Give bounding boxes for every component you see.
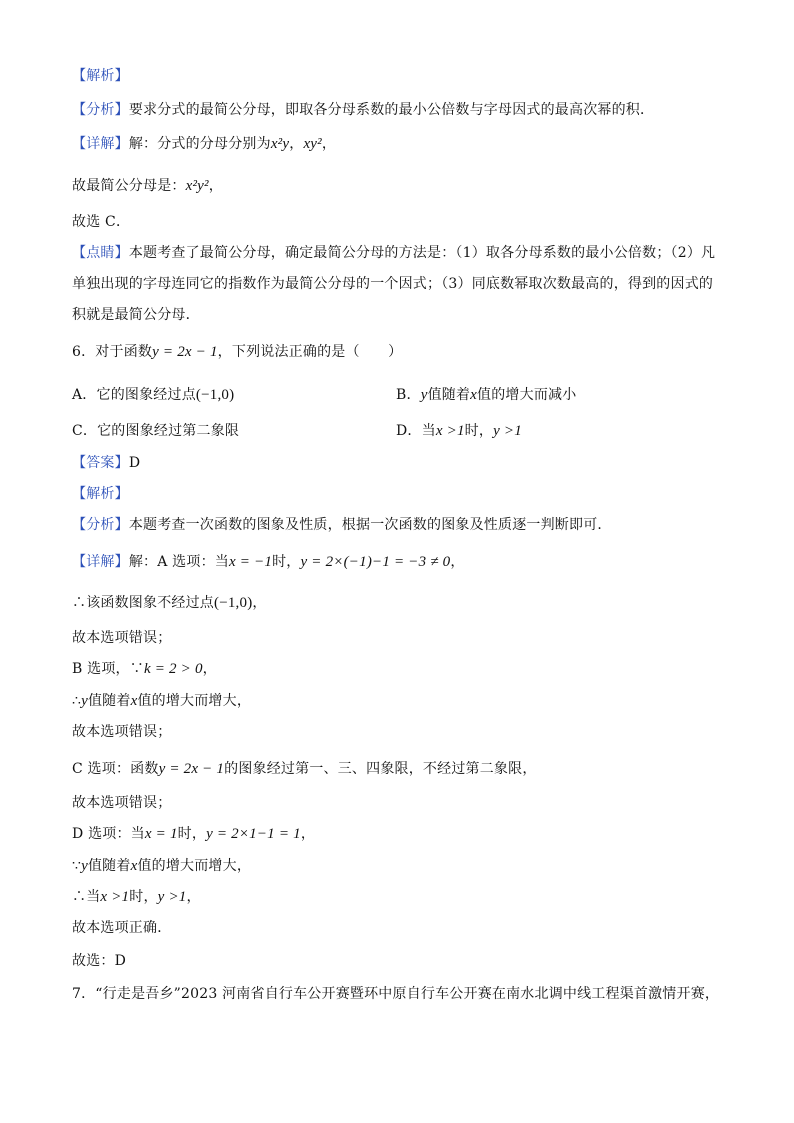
- option-text: D．当: [396, 423, 436, 439]
- solution-text: 时，: [177, 826, 207, 842]
- question-text: ，下列说法正确的是（ ）: [217, 344, 403, 360]
- math-expr: y = 2×1−1 = 1: [206, 826, 301, 842]
- solution-line-10: [72, 887, 201, 907]
- solution-line-8: [72, 824, 315, 844]
- analysis-tag: 【分析】: [72, 517, 129, 533]
- option-d: [396, 421, 522, 441]
- math-expr: k = 2 > 0: [143, 661, 203, 677]
- math-expr: x = 1: [144, 826, 178, 842]
- detail-tag: 【详解】: [72, 136, 129, 152]
- solution-line-1: [72, 593, 267, 613]
- analysis-text: 要求分式的最简公分母，即取各分母系数的最小公倍数与字母因式的最高次幂的积．: [128, 102, 655, 118]
- answer-value: D: [128, 455, 141, 471]
- analysis-text: 本题考查一次函数的图象及性质，根据一次函数的图象及性质逐一判断即可．: [128, 517, 612, 533]
- option-a: [72, 385, 234, 405]
- comment-line-3: 积就是最简公分母．: [72, 307, 200, 323]
- option-c: C．它的图象经过第二象限: [72, 423, 240, 439]
- comment-line: [72, 243, 715, 263]
- solution-text: ∴当: [72, 889, 101, 905]
- option-text: A．它的图象经过点: [72, 387, 196, 403]
- solution-line-9: [72, 856, 251, 876]
- math-expr: y >1: [493, 423, 522, 439]
- solution-text: ∴该函数图象不经过点: [72, 595, 214, 611]
- lcd-text: ，: [208, 178, 223, 194]
- solution-text: 值的增大而增大，: [137, 693, 252, 709]
- math-expr: x²y: [270, 136, 290, 152]
- math-expr: y = 2x − 1: [152, 344, 218, 360]
- comment-text: 本题考查了最简公分母，确定最简公分母的方法是：（1）取各分母系数的最小公倍数；（2）凡: [128, 245, 716, 261]
- solution-line-2: 故本选项错误；: [72, 630, 172, 646]
- solution-text: 值的增大而增大，: [137, 858, 252, 874]
- solution-text: 值随着: [87, 693, 131, 709]
- solution-text: ，: [252, 595, 267, 611]
- detail-line: [72, 134, 336, 154]
- final-choice: 故选：D: [72, 953, 127, 969]
- solution-text: B 选项，∵: [72, 661, 144, 677]
- solution-line-6: [72, 759, 537, 779]
- analysis-line: [72, 515, 612, 535]
- option-text: 值的增大而减小: [477, 387, 577, 403]
- choice-line: 故选 C．: [72, 214, 131, 230]
- answer-tag: 【答案】: [72, 455, 129, 471]
- detail-text: ，: [321, 136, 337, 152]
- option-text: 时，: [464, 423, 494, 439]
- analysis-heading: 【解析】: [72, 68, 129, 84]
- detail-text: ，: [450, 554, 465, 570]
- question-text: 6．对于函数: [72, 344, 153, 360]
- option-text: B．: [396, 387, 421, 403]
- lcd-line: [72, 176, 223, 196]
- math-expr: x: [130, 858, 138, 874]
- analysis-heading: 【解析】: [72, 486, 129, 502]
- detail-tag: 【详解】: [72, 554, 129, 570]
- solution-text: ，: [300, 826, 316, 842]
- math-expr: (−1,0): [195, 387, 235, 403]
- math-expr: x = −1: [228, 554, 273, 570]
- solution-text: 的图象经过第一、三、四象限，不经过第二象限，: [224, 761, 537, 777]
- solution-line-4: [72, 691, 251, 711]
- solution-text: ，: [202, 661, 217, 677]
- comment-tag: 【点睛】: [72, 245, 129, 261]
- solution-text: D 选项：当: [72, 826, 145, 842]
- detail-text: 时，: [272, 554, 301, 570]
- math-expr: xy²: [303, 136, 322, 152]
- math-expr: y = 2×(−1)−1 = −3 ≠ 0: [300, 554, 451, 570]
- detail-text: 解：分式的分母分别为: [128, 136, 271, 152]
- analysis-line: [72, 100, 654, 120]
- option-b: [396, 385, 576, 405]
- math-expr: x²y²: [185, 178, 209, 194]
- comment-line-2: 单独出现的字母连同它的指数作为最简公分母的一个因式；（3）同底数幂取次数最高的，得到的因式的: [72, 276, 714, 292]
- question-6: [72, 342, 402, 362]
- question-7: 7．“行走是吾乡”2023 河南省自行车公开赛暨环中原自行车公开赛在南水北调中线工程渠首激情开赛，: [72, 986, 720, 1002]
- solution-line-7: 故本选项错误；: [72, 795, 172, 811]
- math-expr: y: [420, 387, 428, 403]
- math-expr: x >1: [100, 889, 130, 905]
- solution-text: ∴: [72, 693, 82, 709]
- solution-text: 值随着: [87, 858, 131, 874]
- solution-line-11: 故本选项正确．: [72, 920, 172, 936]
- math-expr: y = 2x − 1: [158, 761, 225, 777]
- solution-text: ∵: [72, 858, 82, 874]
- solution-text: C 选项：函数: [72, 761, 159, 777]
- solution-line-3: [72, 659, 217, 679]
- math-expr: x >1: [435, 423, 465, 439]
- option-text: 值随着: [427, 387, 471, 403]
- answer-line: [72, 453, 140, 473]
- detail-text: 解：A 选项：当: [128, 554, 229, 570]
- math-expr: x: [470, 387, 478, 403]
- detail-text: ，: [289, 136, 304, 152]
- math-expr: y >1: [157, 889, 187, 905]
- math-expr: (−1,0): [214, 595, 253, 611]
- solution-text: 时，: [129, 889, 158, 905]
- math-expr: y: [81, 858, 88, 874]
- detail-line: [72, 552, 465, 572]
- math-expr: y: [81, 693, 88, 709]
- lcd-text: 故最简公分母是：: [72, 178, 186, 194]
- analysis-tag: 【分析】: [72, 102, 129, 118]
- solution-line-5: 故本选项错误；: [72, 724, 172, 740]
- solution-text: ，: [186, 889, 201, 905]
- math-expr: x: [130, 693, 138, 709]
